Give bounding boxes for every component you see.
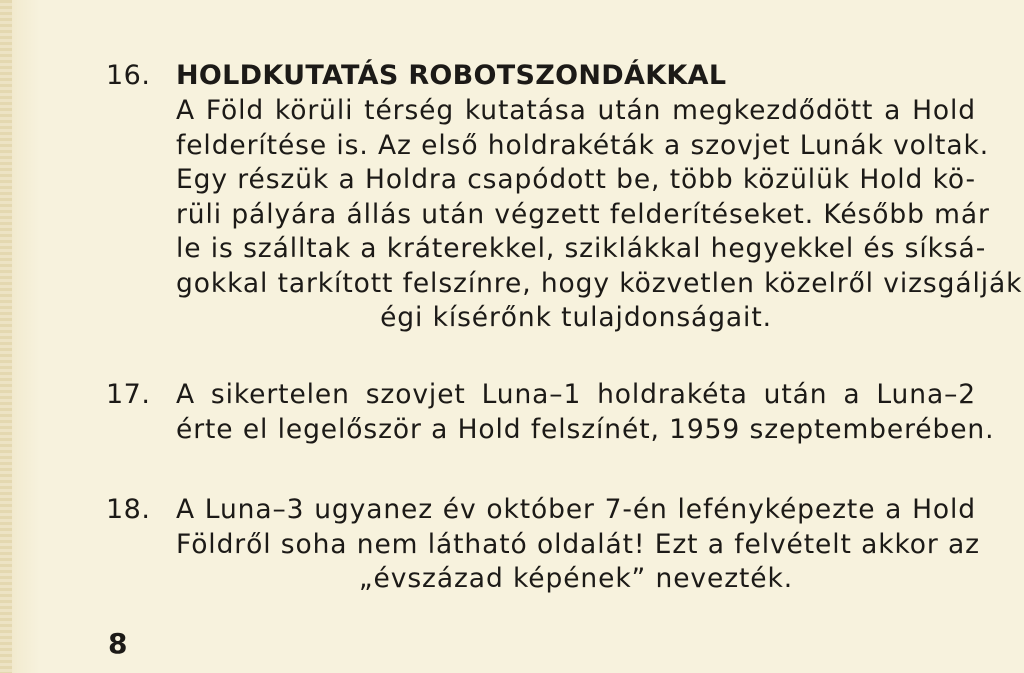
- entry-number: 18.: [106, 494, 151, 525]
- text-line: „évszázad képének” nevezték.: [358, 563, 794, 594]
- entry-text: [176, 378, 995, 447]
- text-line: gokkal tarkított felszínre, hogy közvetlen közelről vizsgálják: [176, 267, 1023, 299]
- entry-text: [176, 58, 1023, 336]
- page-binding-edge: [0, 0, 12, 673]
- text-line: le is szálltak a kráterekkel, sziklákkal hegyekkel és síksá-: [176, 233, 987, 264]
- text-line: A sikertelen szovjet Luna–1 holdrakéta után a Luna–2: [176, 379, 976, 410]
- text-line: rüli pályára állás után végzett felderítéseket. Később már: [176, 198, 990, 230]
- entry-number: 16.: [106, 60, 151, 91]
- entry-number: 17.: [106, 379, 151, 410]
- section-title: HOLDKUTATÁS ROBOTSZONDÁKKAL: [176, 60, 727, 91]
- text-line: felderítése is. Az első holdrakéták a szovjet Lunák voltak.: [176, 129, 990, 161]
- text-line: érte el legelőször a Hold felszínét, 1959 szeptemberében.: [176, 413, 995, 445]
- text-line: égi kísérőnk tulajdonságait.: [380, 302, 772, 333]
- text-line: Egy részük a Holdra csapódott be, több közülük Hold kö-: [176, 164, 976, 195]
- entry-text: [176, 493, 980, 597]
- text-line: Földről soha nem látható oldalát! Ezt a felvételt akkor az: [176, 528, 980, 560]
- text-line: A Föld körüli térség kutatása után megkezdődött a Hold: [176, 95, 976, 126]
- page-number: 8: [108, 627, 128, 660]
- text-line: A Luna–3 ugyanez év október 7-én lefényképezte a Hold: [176, 494, 976, 525]
